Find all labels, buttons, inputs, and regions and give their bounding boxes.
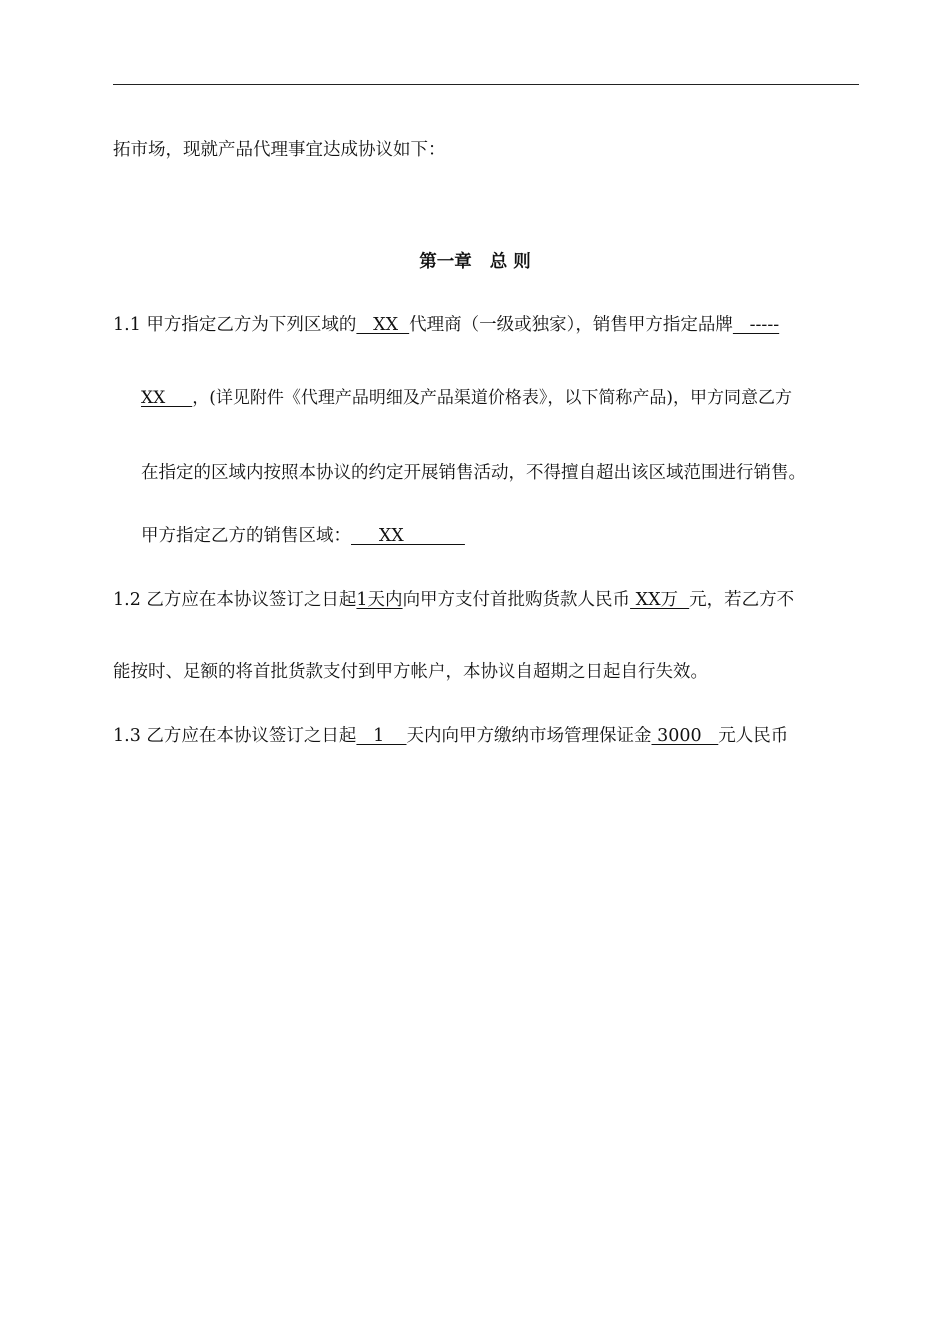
deposit-days-blank: 1 — [356, 726, 407, 746]
clause-1-1-line-2 — [141, 386, 859, 410]
clause-text: 甲方指定乙方为下列区域的 — [146, 315, 357, 335]
clause-text: ，(详见附件《代理产品明细及产品渠道价格表》，以下简称产品)，甲方同意乙方 — [192, 388, 792, 408]
clause-1-1-line-3 — [141, 461, 806, 485]
clause-text: 在指定的区域内按照本协议的约定开展销售活动，不得擅自超出该区域范围进行销售。 — [141, 463, 806, 483]
sales-region-label: 甲方指定乙方的销售区域： — [141, 526, 351, 546]
clause-1-3-line-1 — [113, 724, 788, 748]
clause-number: 1.2 — [113, 590, 141, 610]
sales-region-blank: XX — [351, 526, 465, 546]
clause-text: 元人民币 — [718, 726, 789, 746]
clause-text: 向甲方支付首批购货款人民币 — [402, 590, 631, 610]
clause-text: 乙方应在本协议签订之日起 — [146, 590, 357, 610]
brand-blank-start: ----- — [732, 315, 780, 335]
sales-region-line — [141, 524, 465, 548]
clause-1-2-line-2 — [113, 660, 708, 684]
chapter-title: 总 则 — [489, 252, 531, 272]
payment-days-blank: 1天内 — [356, 590, 403, 610]
clause-text: 元，若乙方不 — [689, 590, 795, 610]
brand-blank-end: XX — [141, 388, 193, 408]
chapter-heading — [0, 250, 950, 274]
deposit-amount-blank: 3000 — [651, 726, 719, 746]
intro-text: 拓市场，现就产品代理事宜达成协议如下： — [113, 140, 446, 160]
clause-text: 乙方应在本协议签订之日起 — [146, 726, 357, 746]
clause-number: 1.3 — [113, 726, 141, 746]
header-rule — [113, 84, 859, 85]
payment-amount-blank: XX万 — [630, 590, 690, 610]
clause-number: 1.1 — [113, 315, 141, 335]
clause-1-1-line-1 — [113, 313, 859, 337]
clause-text: 能按时、足额的将首批货款支付到甲方帐户，本协议自超期之日起自行失效。 — [113, 662, 708, 682]
intro-line — [113, 138, 446, 162]
agent-level-blank: XX — [356, 315, 410, 335]
clause-text: 代理商（一级或独家），销售甲方指定品牌 — [409, 315, 733, 335]
clause-1-2-line-1 — [113, 588, 794, 612]
chapter-number: 第一章 — [419, 252, 472, 272]
clause-text: 天内向甲方缴纳市场管理保证金 — [406, 726, 652, 746]
